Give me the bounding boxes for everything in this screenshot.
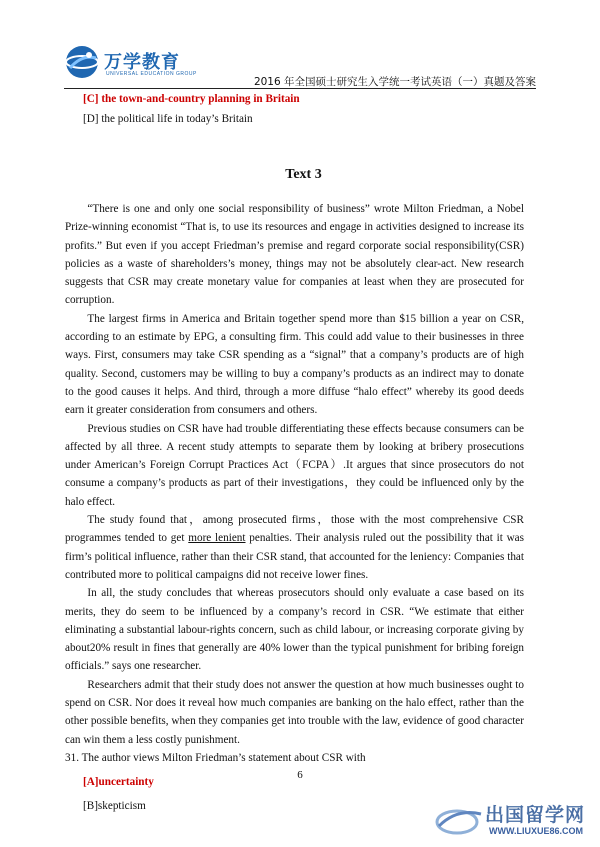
- paragraph-5: In all, the study concludes that whereas prosecutors should only evaluate a case based on its merits, they do seem to be influenced by a company’s record in CSR. “We estimate that either eliminating a substantial labour-rights concern, such as child labour, or increasing corporate giving by about20% result in fines that generally are 40% lower than the typical punishment for bribing foreign officials.” says one researcher.: [65, 587, 524, 673]
- watermark-chinese-text: 出国留学网: [485, 804, 586, 826]
- globe-logo-icon: [64, 44, 100, 80]
- paragraph-4-part-a: The study found that，among prosecuted firms，those with the most comprehensive CSR programmes tended to get: [65, 514, 524, 545]
- question-31-option-a-answer: [A]uncertainty: [83, 775, 154, 788]
- underlined-phrase: more lenient: [188, 532, 246, 545]
- watermark-logo-icon: [435, 804, 485, 836]
- brand-logo: [64, 44, 204, 84]
- question-31-stem: 31. The author views Milton Friedman’s statement about CSR with: [65, 751, 366, 764]
- paragraph-3: Previous studies on CSR have had trouble differentiating these effects because consumers can be affected by all three. A recent study attempts to separate them by looking at bribery prosecutions under American’s Foreign Corrupt Practices Act（FCPA）.It argues that since prosecutors do not consume a company’s products as part of their investigations，they could be influenced only by the halo effect.: [65, 422, 524, 508]
- prev-option-c-answer: [C] the town-and-country planning in Britain: [83, 93, 300, 105]
- section-heading: Text 3: [285, 167, 322, 182]
- paragraph-4-part-b: penalties. Their analysis ruled out the possibility that it was firm’s political influence, rather than their CSR stand, that accounted for the leniency: Companies that contributed more to political campaigns did not receive lower fines.: [65, 532, 525, 581]
- prev-option-d: [D] the political life in today’s Britain: [83, 113, 253, 125]
- watermark-url: WWW.LIUXUE86.COM: [489, 826, 583, 836]
- header-divider: [64, 88, 536, 89]
- question-31-option-b: [B]skepticism: [83, 799, 146, 812]
- paragraph-2: The largest firms in America and Britain together spend more than $15 billion a year on CSR, according to an estimate by EPG, a consulting firm. This could add value to their businesses in three ways. First, consumers may take CSR spending as a “signal” that a company’s products are of high quality. Second, customers may be willing to buy a company’s products as an indirect may to donate to the good causes it helps. And third, through a more diffuse “halo effect” whereby its good deeds earn it greater consideration from consumers and others.: [65, 312, 524, 417]
- page-number: 6: [297, 769, 303, 781]
- paragraph-4: [65, 511, 524, 584]
- logo-english-text: UNIVERSAL EDUCATION GROUP: [106, 71, 197, 77]
- logo-chinese-text: 万学教育: [104, 52, 180, 73]
- page-header-title: 2016 年全国硕士研究生入学统一考试英语（一）真题及答案: [253, 76, 536, 88]
- paragraph-6: Researchers admit that their study does not answer the question at how much businesses ought to spend on CSR. Nor does it reveal how much companies are banking on the halo effect, rather than the other possible benefits, when they companies get into trouble with the law, evidence of good character can win them a less costly punishment.: [65, 678, 524, 746]
- paragraph-1: “There is one and only one social responsibility of business” wrote Milton Friedman, a Nobel Prize-winning economist “That is, to use its resources and engage in activities designed to increase its profits.” But even if you accept Friedman’s premise and regard corporate social responsibility(CSR) policies as a waste of shareholders’s money, things may not be absolutely clear-act. New research suggests that CSR may create monetary value for companies at least when they are prosecuted for corruption.: [65, 203, 524, 307]
- document-body: [65, 91, 525, 815]
- watermark: [435, 800, 593, 840]
